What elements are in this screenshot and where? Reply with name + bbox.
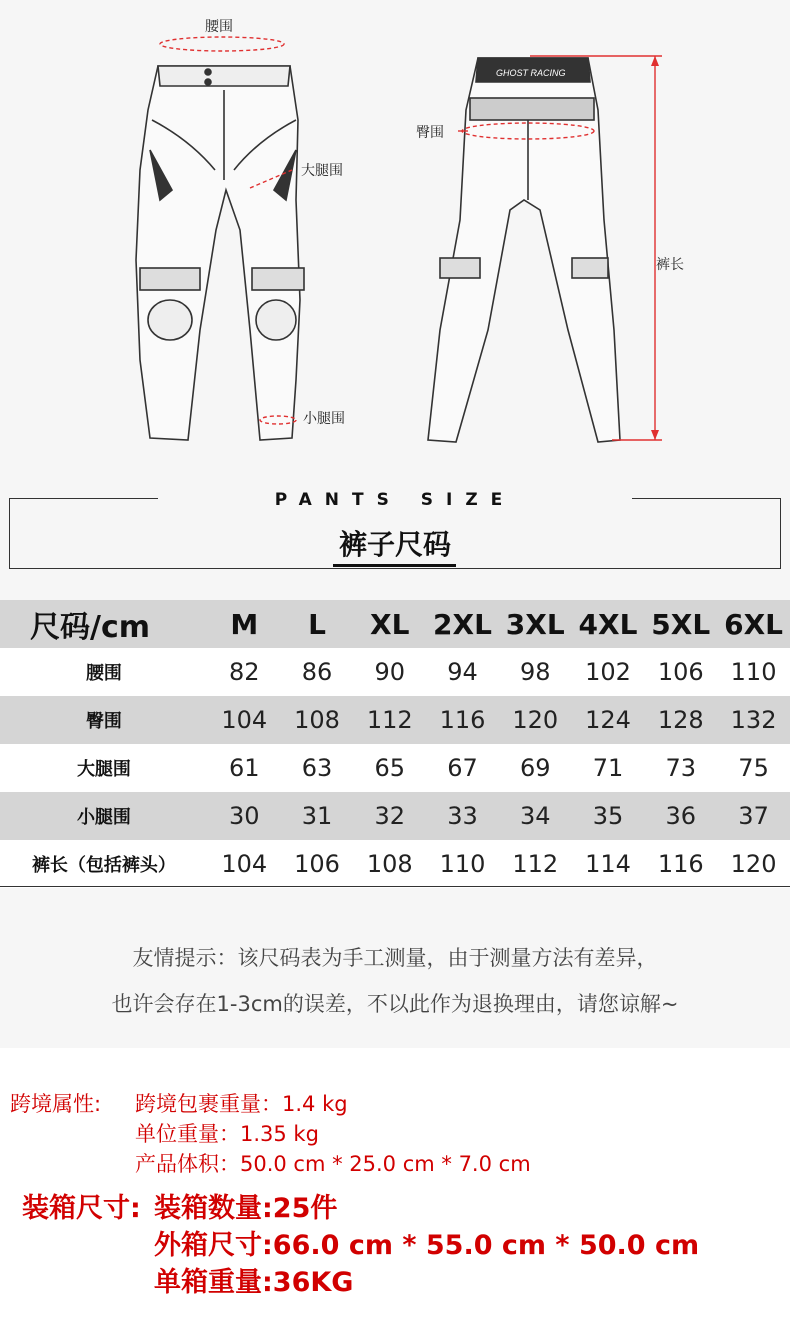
- back-pants-drawing: [428, 58, 620, 442]
- packing-quantity: 装箱数量:25件: [154, 1193, 338, 1224]
- note-line-2: 也许会存在1-3cm的误差，不以此作为退换理由，请您谅解~: [111, 992, 679, 1016]
- row-label: 小腿围: [76, 807, 131, 828]
- table-cell: 106: [657, 658, 704, 686]
- table-cell: 35: [592, 802, 624, 830]
- table-cell: 73: [665, 754, 697, 782]
- table-cell: 69: [519, 754, 551, 782]
- table-cell: 33: [447, 802, 478, 830]
- header-cell: 6XL: [724, 607, 784, 641]
- header-cell: XL: [370, 607, 410, 641]
- table-cell: 32: [374, 802, 406, 830]
- header-cell: 2XL: [433, 607, 492, 641]
- table-cell: 112: [366, 706, 413, 734]
- table-cell: 61: [228, 754, 260, 782]
- pants-diagram: [0, 0, 790, 470]
- table-cell: 120: [512, 706, 559, 734]
- packing-weight: 单箱重量:36KG: [154, 1267, 354, 1298]
- waist-marker: [160, 37, 284, 51]
- table-row: [0, 744, 790, 792]
- heading-cn: 裤子尺码: [338, 528, 451, 561]
- table-row: [0, 840, 790, 888]
- table-cell: 75: [738, 754, 769, 782]
- table-cell: 94: [447, 658, 478, 686]
- header-cell: 3XL: [505, 607, 565, 641]
- packing-title: 装箱尺寸:: [22, 1193, 141, 1224]
- thigh-label: 大腿围: [301, 163, 343, 179]
- table-cell: 124: [585, 706, 631, 734]
- row-label: 腰围: [85, 663, 122, 684]
- table-cell: 36: [665, 802, 697, 830]
- table-cell: 67: [447, 754, 478, 782]
- row-label: 裤长（包括裤头）: [31, 855, 176, 876]
- header-cell: M: [230, 607, 259, 641]
- attr-volume: 产品体积：50.0 cm * 25.0 cm * 7.0 cm: [135, 1152, 531, 1176]
- table-cell: 98: [519, 658, 551, 686]
- table-cell: 112: [512, 850, 559, 878]
- table-row: [0, 696, 790, 744]
- size-table: [0, 600, 790, 888]
- table-cell: 65: [374, 754, 406, 782]
- table-cell: 34: [519, 802, 551, 830]
- table-cell: 110: [439, 850, 486, 878]
- attr-unit-weight: 单位重量：1.35 kg: [135, 1122, 319, 1146]
- table-cell: 104: [221, 706, 268, 734]
- table-cell: 102: [585, 658, 631, 686]
- table-cell: 128: [657, 706, 704, 734]
- row-label: 臀围: [85, 711, 122, 732]
- hip-label: 臀围: [416, 125, 444, 141]
- front-pants-drawing: [136, 66, 304, 440]
- table-cell: 63: [301, 754, 333, 782]
- table-cell: 116: [439, 706, 486, 734]
- table-cell: 30: [228, 802, 260, 830]
- table-cell: 132: [730, 706, 777, 734]
- table-bottom-rule: [0, 886, 790, 887]
- attributes-title: 跨境属性:: [10, 1092, 102, 1116]
- table-cell: 120: [730, 850, 777, 878]
- table-cell: 114: [585, 850, 631, 878]
- table-cell: 90: [374, 658, 406, 686]
- length-label: 裤长: [656, 257, 684, 273]
- calf-label: 小腿围: [303, 411, 345, 427]
- header-cell: 4XL: [578, 607, 638, 641]
- table-row: [0, 792, 790, 840]
- table-cell: 108: [366, 850, 413, 878]
- packing-outer-size: 外箱尺寸:66.0 cm * 55.0 cm * 50.0 cm: [154, 1230, 700, 1261]
- attr-package-weight: 跨境包裹重量：1.4 kg: [135, 1092, 348, 1116]
- table-cell: 110: [730, 658, 777, 686]
- header-cell: 5XL: [651, 607, 711, 641]
- table-row: [0, 648, 790, 696]
- table-cell: 37: [738, 802, 769, 830]
- heading-en: PANTS SIZE: [274, 490, 516, 510]
- table-cell: 104: [221, 850, 268, 878]
- table-cell: 116: [657, 850, 704, 878]
- pants-illustration: [0, 0, 790, 470]
- header-cell: L: [308, 607, 326, 641]
- table-cell: 108: [294, 706, 340, 734]
- table-cell: 86: [301, 658, 333, 686]
- brand-logo: GHOST RACING: [496, 68, 566, 78]
- note-line-1: 友情提示：该尺码表为手工测量，由于测量方法有差异，: [132, 946, 658, 970]
- table-cell: 106: [294, 850, 340, 878]
- heading-underline: [333, 564, 456, 567]
- table-header-row: [0, 600, 790, 648]
- table-cell: 82: [228, 658, 260, 686]
- table-cell: 31: [301, 802, 333, 830]
- row-label: 大腿围: [76, 759, 131, 780]
- header-cell: 尺码/cm: [30, 610, 150, 645]
- table-cell: 71: [592, 754, 624, 782]
- waist-label: 腰围: [205, 19, 233, 35]
